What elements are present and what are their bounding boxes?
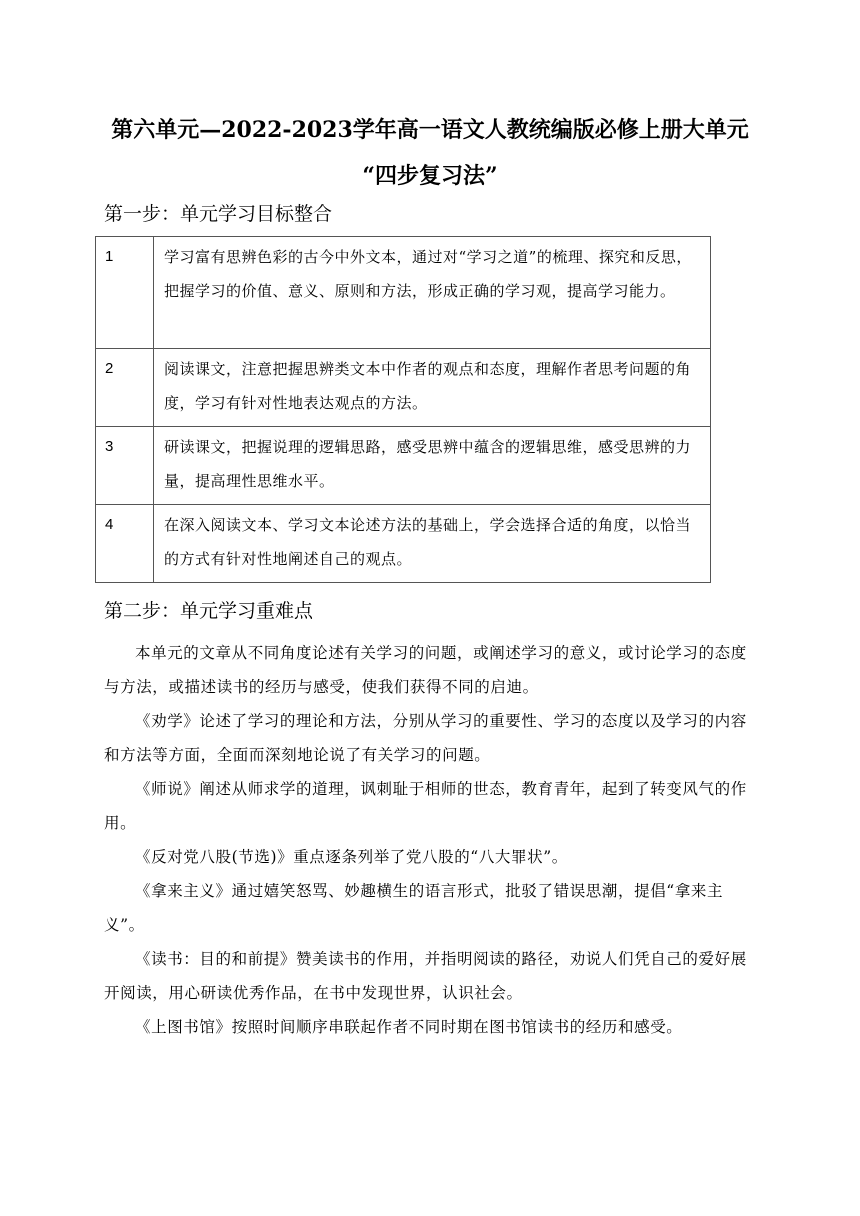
document-title-line-2: “四步复习法”	[362, 163, 498, 189]
step2-heading: 第二步：单元学习重难点	[104, 600, 314, 622]
paragraph: 《上图书馆》按照时间顺序串联起作者不同时期在图书馆读书的经历和感受。	[135, 1018, 683, 1036]
table-row	[96, 427, 711, 505]
goal-text: 阅读课文，注意把握思辨类文本中作者的观点和态度，理解作者思考问题的角度，学习有针对性地表达观点的方法。	[154, 349, 711, 427]
goal-text: 在深入阅读文本、学习文本论述方法的基础上，学会选择合适的角度，以恰当的方式有针对性地阐述自己的观点。	[154, 505, 711, 583]
step1-heading: 第一步：单元学习目标整合	[104, 203, 333, 225]
table-row	[96, 505, 711, 583]
document-title-line-1: 第六单元—2022-2023学年高一语文人教统编版必修上册大单元	[111, 117, 749, 143]
paragraph: 《师说》阐述从师求学的道理，讽刺耻于相师的世态，教育青年，起到了转变风气的作用。	[104, 780, 747, 832]
paragraph: 《反对党八股(节选)》重点逐条列举了党八股的“八大罪状”。	[135, 848, 568, 866]
goal-number: 2	[96, 349, 154, 427]
table-row	[96, 237, 711, 349]
paragraph: 《劝学》论述了学习的理论和方法，分别从学习的重要性、学习的态度以及学习的内容和方法等方面，全面而深刻地论说了有关学习的问题。	[104, 712, 747, 764]
goals-table	[95, 236, 711, 583]
paragraph: 《读书：目的和前提》赞美读书的作用，并指明阅读的路径，劝说人们凭自己的爱好展开阅读，用心研读优秀作品，在书中发现世界，认识社会。	[104, 950, 747, 1002]
step2-body	[104, 636, 758, 1044]
goal-text: 学习富有思辨色彩的古今中外文本，通过对“学习之道”的梳理、探究和反思，把握学习的价值、意义、原则和方法，形成正确的学习观，提高学习能力。	[154, 237, 711, 349]
goal-number: 4	[96, 505, 154, 583]
paragraph: 《拿来主义》通过嬉笑怒骂、妙趣横生的语言形式，批驳了错误思潮，提倡“拿来主义”。	[104, 882, 724, 934]
goal-text: 研读课文，把握说理的逻辑思路，感受思辨中蕴含的逻辑思维，感受思辨的力量，提高理性思维水平。	[154, 427, 711, 505]
goal-number: 1	[96, 237, 154, 349]
table-row	[96, 349, 711, 427]
paragraph: 本单元的文章从不同角度论述有关学习的问题，或阐述学习的意义，或讨论学习的态度与方法，或描述读书的经历与感受，使我们获得不同的启迪。	[104, 644, 747, 696]
goal-number: 3	[96, 427, 154, 505]
